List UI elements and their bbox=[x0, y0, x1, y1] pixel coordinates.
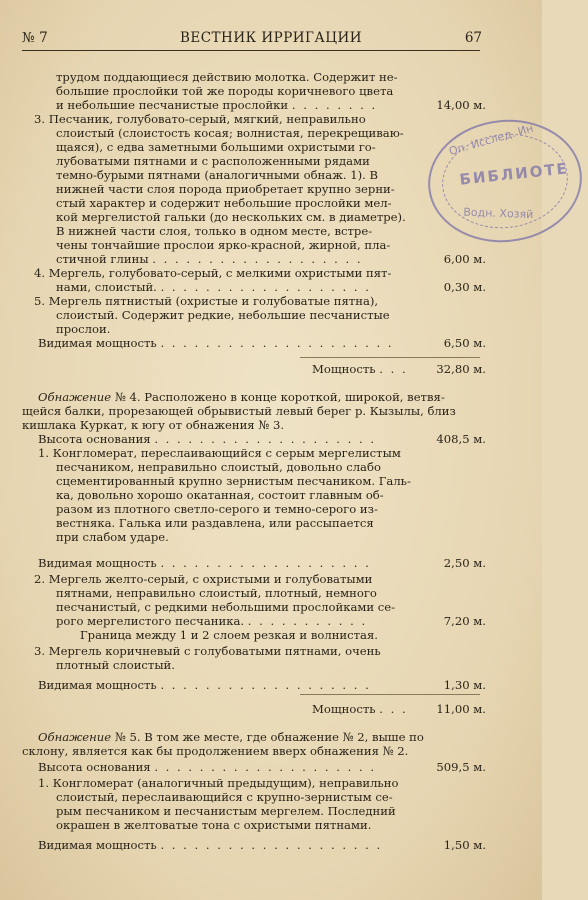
page-number: 67 bbox=[464, 30, 482, 46]
line-text: большие прослойки той же породы коричневого цвета bbox=[56, 84, 394, 98]
text-line bbox=[56, 516, 374, 530]
line-text: песчанистый, с редкими небольшими прослойками се- bbox=[56, 600, 396, 614]
measurement-value: 408,5 м. bbox=[436, 432, 486, 446]
line-text: слоистый, переслаивающийся с крупно-зернистым се- bbox=[56, 790, 393, 804]
text-line bbox=[38, 838, 382, 852]
text-line bbox=[56, 84, 393, 98]
text-line bbox=[38, 446, 401, 460]
leader-dots: . . . . . . . . . . . . . . . . . . . . bbox=[154, 432, 377, 446]
text-line bbox=[56, 182, 395, 196]
measurement-value: 6,00 м. bbox=[443, 252, 486, 266]
text-line bbox=[56, 224, 372, 238]
library-stamp bbox=[422, 112, 588, 249]
text-line bbox=[56, 614, 367, 628]
line-text: склону, является как бы продолжением вверх обнажения № 2. bbox=[22, 744, 409, 758]
text-line bbox=[34, 572, 372, 586]
line-text: кишлака Куркат, к югу от обнажения № 3. bbox=[22, 418, 285, 432]
line-text: 1. Конгломерат (аналогичный предыдущим), неправильно bbox=[38, 776, 399, 790]
text-line bbox=[56, 210, 406, 224]
stamp-text-bottom: Водн. Хозяй bbox=[463, 205, 534, 222]
text-line bbox=[38, 390, 445, 404]
text-line bbox=[56, 790, 393, 804]
text-line bbox=[56, 818, 371, 832]
text-line bbox=[56, 308, 390, 322]
measurement-value: 0,30 м. bbox=[443, 280, 486, 294]
text-line bbox=[56, 98, 377, 112]
line-text: нижней части слоя порода приобретает крупно зерни- bbox=[56, 182, 395, 196]
text-line bbox=[38, 776, 398, 790]
text-line bbox=[56, 196, 392, 210]
text-line bbox=[56, 488, 384, 502]
line-text: слоистый (слоистость косая; волнистая, перекрещиваю- bbox=[56, 126, 404, 140]
line-text: чены тончайшие прослои ярко-красной, жирной, пла- bbox=[56, 238, 391, 252]
line-text: и небольшие песчанистые прослойки bbox=[56, 98, 289, 112]
leader-dots: . . . . . . . . . . . . . . . . . . . bbox=[160, 280, 371, 294]
measurement-value: 6,50 м. bbox=[443, 336, 486, 350]
line-text: Высота основания bbox=[38, 432, 151, 446]
leader-dots: . . . . . . . . . . . . . . . . . . . . bbox=[154, 760, 377, 774]
line-text: щаяся), с едва заметными большими охристыми го- bbox=[56, 140, 376, 154]
leader-dots: . . . . . . . . bbox=[291, 98, 378, 112]
text-line bbox=[312, 702, 408, 716]
line-text: Видимая мощность bbox=[38, 838, 157, 852]
sum-rule bbox=[300, 357, 480, 358]
text-line bbox=[34, 112, 366, 126]
measurement-value: 32,80 м. bbox=[436, 362, 486, 376]
line-text: слоистый. Содержит редкие, небольшие песчанистые bbox=[56, 308, 390, 322]
line-text: 3. Мергель коричневый с голубоватыми пятнами, очень bbox=[34, 644, 381, 658]
line-text: кой мергелистой гальки (до нескольких см. в диаметре). bbox=[56, 210, 406, 224]
text-line bbox=[56, 140, 376, 154]
text-line bbox=[38, 760, 376, 774]
text-line bbox=[38, 678, 371, 692]
line-text: темно-бурыми пятнами (аналогичными обнаж. 1). В bbox=[56, 168, 379, 182]
text-line bbox=[38, 432, 376, 446]
section-heading: Обнажение bbox=[38, 730, 112, 744]
text-line bbox=[80, 628, 378, 642]
text-line bbox=[56, 252, 363, 266]
text-line bbox=[56, 460, 381, 474]
issue-number: № 7 bbox=[22, 30, 48, 46]
line-text: Видимая мощность bbox=[38, 336, 157, 350]
line-text: Граница между 1 и 2 слоем резкая и волнистая. bbox=[80, 628, 378, 642]
line-text: окрашен в желтоватые тона с охристыми пятнами. bbox=[56, 818, 372, 832]
text-line bbox=[34, 294, 378, 308]
journal-title: ВЕСТНИК ИРРИГАЦИИ bbox=[179, 30, 363, 46]
sum-rule bbox=[300, 694, 480, 695]
leader-dots: . . . . . . . . . . . . . . . . . . . bbox=[160, 556, 371, 570]
line-text: 3. Песчаник, голубовато-серый, мягкий, неправильно bbox=[34, 112, 366, 126]
line-text: разом из плотного светло-серого и темно-серого из- bbox=[56, 502, 378, 516]
line-text: щейся балки, прорезающей обрывистый левый берег р. Кызылы, близ bbox=[22, 404, 456, 418]
leader-dots: . . . . . . . . . . . . . . . . . . . . bbox=[160, 838, 383, 852]
line-text: прослои. bbox=[56, 322, 111, 336]
text-line bbox=[38, 556, 371, 570]
leader-dots: . . . . . . . . . . . bbox=[247, 614, 368, 628]
line-text: ка, довольно хорошо окатанная, состоит главным об- bbox=[56, 488, 384, 502]
line-text: лубоватыми пятнами и с расположенными рядами bbox=[56, 154, 370, 168]
leader-dots: . . . . . . . . . . . . . . . . . . . bbox=[152, 252, 363, 266]
line-text: В нижней части слоя, только в одном месте, встре- bbox=[56, 224, 373, 238]
text-line bbox=[56, 586, 377, 600]
text-line bbox=[56, 238, 390, 252]
measurement-value: 14,00 м. bbox=[436, 98, 486, 112]
text-line bbox=[56, 280, 371, 294]
text-line bbox=[38, 336, 394, 350]
text-line bbox=[312, 362, 408, 376]
text-line bbox=[22, 744, 408, 758]
measurement-value: 7,20 м. bbox=[443, 614, 486, 628]
line-text: Мощность bbox=[312, 702, 376, 716]
line-text: стичной глины bbox=[56, 252, 149, 266]
line-text: рым песчаником и песчанистым мергелем. Последний bbox=[56, 804, 396, 818]
text-line bbox=[56, 658, 175, 672]
line-text: нами, слоистый. bbox=[56, 280, 157, 294]
line-text: Видимая мощность bbox=[38, 556, 157, 570]
text-line bbox=[22, 404, 456, 418]
line-text: при слабом ударе. bbox=[56, 530, 169, 544]
header-rule bbox=[22, 50, 480, 51]
stamp-text-middle: БИБЛИОТЕ bbox=[458, 159, 570, 189]
line-text: Высота основания bbox=[38, 760, 151, 774]
line-text: рого мергелистого песчаника. bbox=[56, 614, 245, 628]
line-text: Видимая мощность bbox=[38, 678, 157, 692]
line-text: № 4. Расположено в конце короткой, широкой, ветвя- bbox=[114, 390, 445, 404]
line-text: плотный слоистый. bbox=[56, 658, 175, 672]
leader-dots: . . . bbox=[379, 362, 408, 376]
text-line bbox=[34, 644, 381, 658]
text-line bbox=[56, 502, 378, 516]
line-text: № 5. В том же месте, где обнажение № 2, выше по bbox=[114, 730, 424, 744]
leader-dots: . . . bbox=[379, 702, 408, 716]
text-line bbox=[34, 266, 391, 280]
measurement-value: 11,00 м. bbox=[436, 702, 486, 716]
line-text: песчаником, неправильно слоистый, довольно слабо bbox=[56, 460, 381, 474]
text-line bbox=[56, 804, 396, 818]
text-line bbox=[56, 474, 411, 488]
text-line bbox=[56, 70, 398, 84]
line-text: сцементированный крупно зернистым песчаником. Галь- bbox=[56, 474, 411, 488]
line-text: вестняка. Галька или раздавлена, или рассыпается bbox=[56, 516, 374, 530]
leader-dots: . . . . . . . . . . . . . . . . . . . . . bbox=[160, 336, 394, 350]
line-text: стый характер и содержит небольшие прослойки мел- bbox=[56, 196, 392, 210]
line-text: пятнами, неправильно слоистый, плотный, немного bbox=[56, 586, 377, 600]
line-text: Мощность bbox=[312, 362, 376, 376]
text-line bbox=[56, 322, 110, 336]
text-line bbox=[38, 730, 424, 744]
line-text: 1. Конгломерат, переслаивающийся с серым мергелистым bbox=[38, 446, 401, 460]
text-line bbox=[56, 530, 169, 544]
running-header bbox=[0, 30, 542, 50]
text-line bbox=[22, 418, 284, 432]
text-line bbox=[56, 600, 395, 614]
stamp-text-top: Оп. Исслед. Ин bbox=[447, 121, 535, 158]
leader-dots: . . . . . . . . . . . . . . . . . . . bbox=[160, 678, 371, 692]
text-line bbox=[56, 154, 370, 168]
text-line bbox=[56, 126, 404, 140]
section-heading: Обнажение bbox=[38, 390, 112, 404]
measurement-value: 2,50 м. bbox=[443, 556, 486, 570]
line-text: 2. Мергель желто-серый, с охристыми и голубоватыми bbox=[34, 572, 373, 586]
line-text: трудом поддающиеся действию молотка. Содержит не- bbox=[56, 70, 398, 84]
measurement-value: 509,5 м. bbox=[436, 760, 486, 774]
line-text: 4. Мергель, голубовато-серый, с мелкими охристыми пят- bbox=[34, 266, 392, 280]
text-line bbox=[56, 168, 378, 182]
measurement-value: 1,30 м. bbox=[443, 678, 486, 692]
measurement-value: 1,50 м. bbox=[443, 838, 486, 852]
line-text: 5. Мергель пятнистый (охристые и голубоватые пятна), bbox=[34, 294, 379, 308]
